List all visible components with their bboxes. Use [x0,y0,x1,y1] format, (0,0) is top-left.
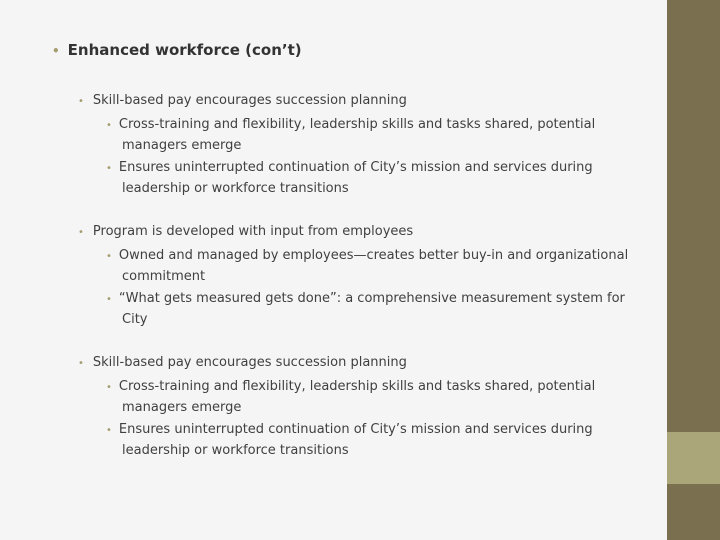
bullet-text: Skill-based pay encourages succession planning [92,93,407,108]
bullet-item [78,355,407,370]
side-band-bottom [667,484,720,540]
bullet-icon: • [106,382,112,393]
sub-bullet-text: Ensures uninterrupted continuation of City’s mission and services during [118,160,593,175]
bullet-icon: • [78,227,84,238]
sub-bullet-text-continued: managers emerge [122,138,242,153]
side-band-top [667,0,720,432]
sub-bullet-item [106,289,642,330]
bullet-icon: • [78,358,84,369]
bullet-icon: • [106,120,112,131]
sub-bullet-text: Cross-training and flexibility, leadership skills and tasks shared, potential [118,117,596,132]
sub-bullet-item [106,420,642,461]
sub-bullet-item [106,377,642,418]
bullet-icon: • [106,425,112,436]
sub-bullet-text-continued: leadership or workforce transitions [122,181,349,196]
bullet-icon: • [106,163,112,174]
sub-bullet-item [106,246,642,287]
bullet-text: Skill-based pay encourages succession planning [92,355,407,370]
sub-bullet-item [106,115,642,156]
sub-bullet-text-continued: City [122,312,148,327]
sub-bullet-text-continued: leadership or workforce transitions [122,443,349,458]
sub-bullet-item [106,158,642,199]
sub-bullet-text-continued: commitment [122,269,206,284]
bullet-text: Program is developed with input from employees [92,224,414,239]
slide-title-text: Enhanced workforce (con’t) [67,41,302,59]
sub-bullet-text: “What gets measured gets done”: a comprehensive measurement system for [118,291,625,306]
bullet-item [78,224,413,239]
sub-bullet-text-continued: managers emerge [122,400,242,415]
bullet-icon: • [106,251,112,262]
bullet-icon: • [106,294,112,305]
sub-bullet-text: Cross-training and flexibility, leadership skills and tasks shared, potential [118,379,596,394]
side-band-accent [667,432,720,484]
sub-bullet-text: Ensures uninterrupted continuation of City’s mission and services during [118,422,593,437]
slide-title [52,41,302,59]
sub-bullet-text: Owned and managed by employees—creates better buy-in and organizational [118,248,629,263]
bullet-icon: • [52,44,60,58]
bullet-icon: • [78,96,84,107]
bullet-item [78,93,407,108]
